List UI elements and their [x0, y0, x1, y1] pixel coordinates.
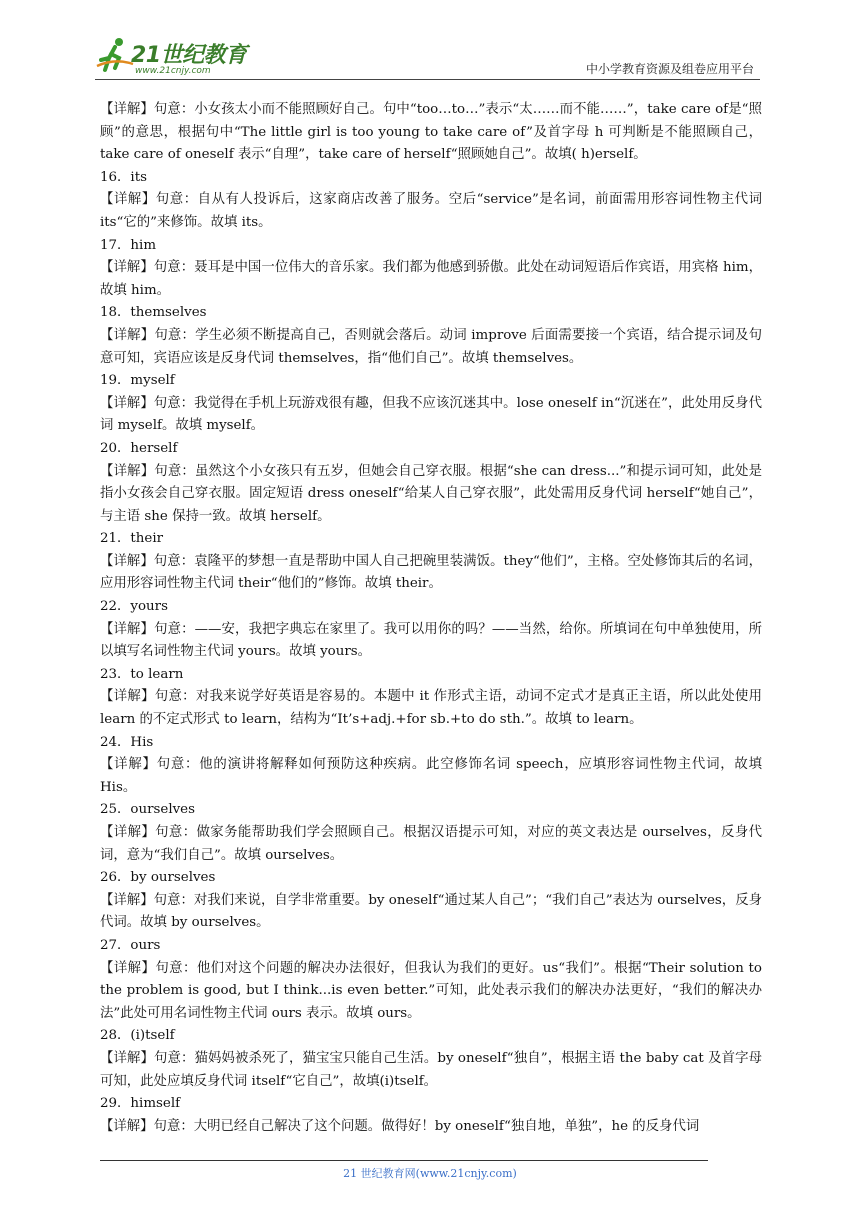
detail-21: 【详解】句意：袁隆平的梦想一直是帮助中国人自己把碗里装满饭。they“他们”，主格。空处修饰其后的名词，应用形容词性物主代词 their“他们的”修饰。故填 their。 — [100, 553, 762, 592]
detail-19: 【详解】句意：我觉得在手机上玩游戏很有趣，但我不应该沉迷其中。lose oneself in“沉迷在”，此处用反身代词 myself。故填 myself。 — [100, 395, 762, 434]
detail-18: 【详解】句意：学生必须不断提高自己，否则就会落后。动词 improve 后面需要接一个宾语，结合提示词及句意可知，宾语应该是反身代词 themselves，指“他们自己”。故填 themselves。 — [100, 327, 762, 366]
detail-27: 【详解】句意：他们对这个问题的解决办法很好，但我认为我们的更好。us“我们”。根据“Their solution to the problem is good, but I think...is even better.”可知，此处表示我们的解决办法更好，“我们的解决办法”此处可用名词性物主代词 ours 表示。故填 ours。 — [100, 960, 762, 1021]
answer-24: 24．His — [100, 734, 154, 750]
runner-logo-icon — [95, 36, 135, 76]
detail-25: 【详解】句意：做家务能帮助我们学会照顾自己。根据汉语提示可知，对应的英文表达是 ourselves，反身代词，意为“我们自己”。故填 ourselves。 — [100, 825, 762, 863]
answer-22: 22．yours — [100, 599, 168, 615]
footer-link[interactable]: 21 世纪教育网(www.21cnjy.com) — [343, 1167, 517, 1180]
answer-17: 17．him — [100, 237, 157, 253]
detail-28: 【详解】句意：猫妈妈被杀死了，猫宝宝只能自己生活。by oneself“独自”，根据主语 the baby cat 及首字母可知，此处应填反身代词 itself“它自己”，故填(i)tself。 — [100, 1050, 762, 1089]
answer-26: 26．by ourselves — [100, 870, 216, 886]
answer-23: 23．to learn — [100, 666, 184, 682]
detail-26: 【详解】句意：对我们来说，自学非常重要。by oneself“通过某人自己”；“我们自己”表达为 ourselves，反身代词。故填 by ourselves。 — [100, 892, 762, 931]
detail-24: 【详解】句意：他的演讲将解释如何预防这种疾病。此空修饰名词 speech，应填形容词性物主代词，故填 His。 — [100, 757, 762, 795]
answer-27: 27．ours — [100, 937, 161, 953]
detail-17: 【详解】句意：聂耳是中国一位伟大的音乐家。我们都为他感到骄傲。此处在动词短语后作宾语，用宾格 him，故填 him。 — [100, 260, 762, 298]
detail-29: 【详解】句意：大明已经自己解决了这个问题。做得好！by oneself“独自地，单独”，he 的反身代词 — [100, 1118, 700, 1134]
answer-29: 29．himself — [100, 1096, 181, 1112]
detail-20: 【详解】句意：虽然这个小女孩只有五岁，但她会自己穿衣服。根据“she can dress...”和提示词可知，此处是指小女孩会自己穿衣服。固定短语 dress oneself“给某人自己穿衣服”，此处需用反身代词 herself“她自己”，与主语 she 保持一致。故填 herself。 — [100, 463, 762, 524]
answer-25: 25．ourselves — [100, 802, 195, 818]
answer-18: 18．themselves — [100, 305, 207, 321]
page-header — [95, 34, 760, 82]
answer-28: 28．(i)tself — [100, 1028, 175, 1044]
logo — [95, 36, 265, 78]
platform-title: 中小学教育资源及组卷应用平台 — [585, 62, 754, 76]
logo-text: 21世纪教育 — [131, 43, 247, 68]
answer-list — [100, 99, 762, 1138]
answer-16: 16．its — [100, 169, 147, 185]
logo-url: www.21cnjy.com — [135, 66, 211, 76]
answer-20: 20．herself — [100, 440, 178, 456]
detail-22: 【详解】句意：——安，我把字典忘在家里了。我可以用你的吗？——当然，给你。所填词在句中单独使用，所以填写名词性物主代词 yours。故填 yours。 — [100, 621, 762, 660]
footer-divider — [100, 1160, 708, 1161]
answer-21: 21．their — [100, 531, 164, 547]
detail-16: 【详解】句意：自从有人投诉后，这家商店改善了服务。空后“service”是名词，前面需用形容词性物主代词 its“它的”来修饰。故填 its。 — [100, 192, 762, 230]
answer-19: 19．myself — [100, 373, 175, 389]
detail-23: 【详解】句意：对我来说学好英语是容易的。本题中 it 作形式主语，动词不定式才是真正主语，所以此处使用 learn 的不定式形式 to learn，结构为“It’s+adj.+for sb.+to do sth.”。故填 to learn。 — [100, 689, 762, 728]
detail-15: 【详解】句意：小女孩太小而不能照顾好自己。句中“too…to…”表示“太……而不能……”，take care of是“照顾”的意思，根据句中“The little girl is too young to take care of”及首字母 h 可判断是不能照顾自己，take care of oneself 表示“自理”，take care of herself“照顾她自己”。故填( h)erself。 — [100, 102, 762, 163]
header-divider — [95, 79, 760, 80]
